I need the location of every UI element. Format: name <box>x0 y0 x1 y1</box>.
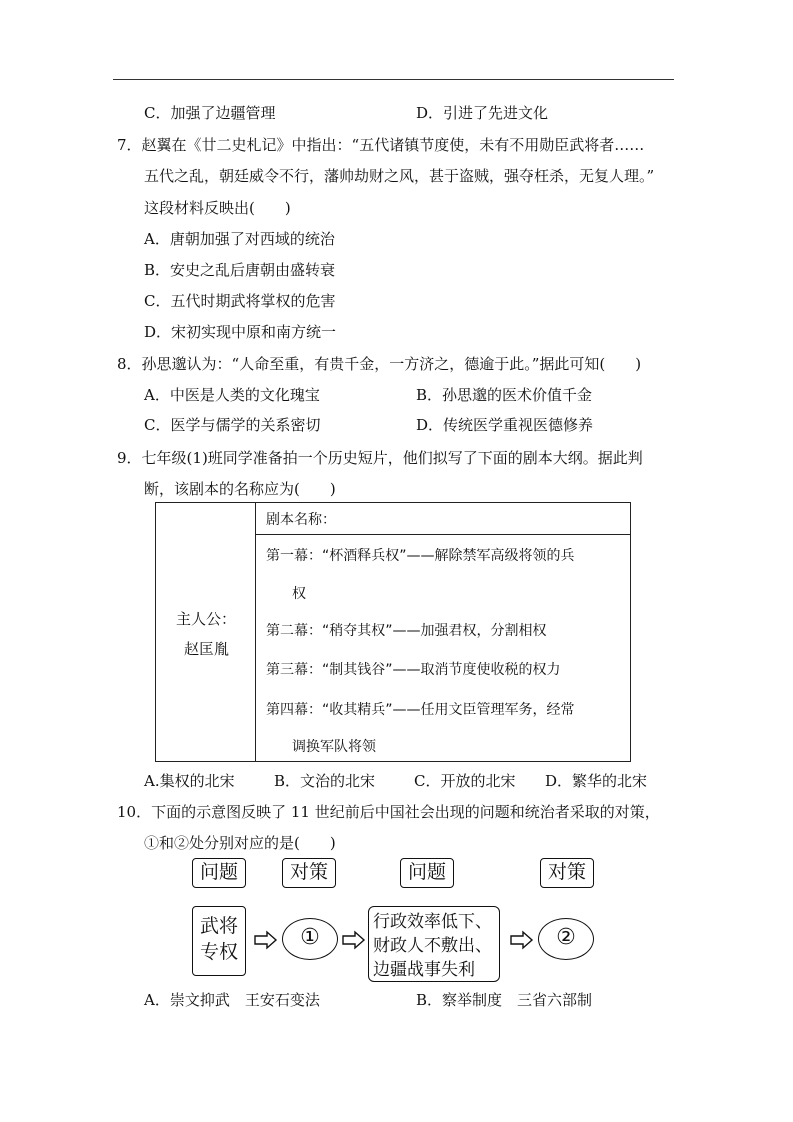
act3: 第三幕：“制其钱谷”——取消节度使收税的权力 <box>266 662 561 678</box>
q8-option-c[interactable]: C．医学与儒学的关系密切 <box>144 416 321 434</box>
header-policy-1: 对策 <box>282 858 336 888</box>
q10-option-b[interactable]: B．察举制度 三省六部制 <box>416 991 593 1009</box>
q6-option-c[interactable]: C．加强了边疆管理 <box>144 104 276 122</box>
arrow-right-icon <box>342 930 366 950</box>
problem-2-line3: 边疆战事失利 <box>373 960 475 980</box>
script-outline-table <box>155 502 631 762</box>
arrow-right-icon <box>510 930 534 950</box>
problem-2-line1: 行政效率低下、 <box>373 912 492 932</box>
script-title-label: 剧本名称： <box>266 512 336 528</box>
header-problem-1: 问题 <box>192 858 246 888</box>
q9-option-a[interactable]: A.集权的北宋 <box>144 772 235 790</box>
arrow-right-icon <box>254 930 278 950</box>
q7-stem-line2: 五代之乱，朝廷威令不行，藩帅劫财之风，甚于盗贼，强夺枉杀，无复人理。” <box>144 167 655 185</box>
act4-line1: 第四幕：“收其精兵”——任用文臣管理军务，经常 <box>266 702 575 718</box>
problem-2-box <box>368 906 500 982</box>
table-column-divider <box>255 503 256 761</box>
q6-option-d[interactable]: D．引进了先进文化 <box>416 104 549 122</box>
table-row-divider <box>255 534 631 535</box>
q8-option-d[interactable]: D．传统医学重视医德修养 <box>416 416 594 434</box>
q10-stem-line1: 10．下面的示意图反映了 11 世纪前后中国社会出现的问题和统治者采取的对策， <box>117 803 660 821</box>
problem-2-line2: 财政人不敷出、 <box>373 936 492 956</box>
q7-stem-line3: 这段材料反映出( ) <box>144 199 291 217</box>
protagonist-name: 赵匡胤 <box>184 640 230 658</box>
q8-stem: 8．孙思邈认为：“人命至重，有贵千金，一方济之，德逾于此。”据此可知( ) <box>117 355 642 373</box>
problem-1-box <box>192 906 246 976</box>
act1-line1: 第一幕：“杯酒释兵权”——解除禁军高级将领的兵 <box>266 548 575 564</box>
protagonist-label: 主人公： <box>176 610 237 628</box>
q8-option-b[interactable]: B．孙思邈的医术价值千金 <box>416 386 593 404</box>
header-problem-2: 问题 <box>400 858 454 888</box>
q10-stem-line2: ①和②处分别对应的是( ) <box>144 834 336 852</box>
q9-stem-line1: 9．七年级(1)班同学准备拍一个历史短片，他们拟写了下面的剧本大纲。据此判 <box>117 449 643 467</box>
problem-1-line1: 武将 <box>199 915 238 937</box>
q9-option-d[interactable]: D．繁华的北宋 <box>545 772 648 790</box>
q8-option-a[interactable]: A．中医是人类的文化瑰宝 <box>144 386 320 404</box>
q10-option-a[interactable]: A．崇文抑武 王安石变法 <box>144 991 320 1009</box>
blank-2-oval: ② <box>538 918 594 960</box>
q7-stem-line1: 7．赵翼在《廿二史札记》中指出：“五代诸镇节度使，未有不用勋臣武将者…… <box>117 136 645 154</box>
q9-option-c[interactable]: C．开放的北宋 <box>414 772 516 790</box>
act2: 第二幕：“稍夺其权”——加强君权，分割相权 <box>266 623 547 639</box>
problem-1-line2: 专权 <box>199 941 238 963</box>
act4-line2: 调换军队将领 <box>292 739 376 755</box>
blank-1-oval: ① <box>282 918 338 960</box>
q7-option-b[interactable]: B．安史之乱后唐朝由盛转衰 <box>144 261 336 279</box>
q9-option-b[interactable]: B．文治的北宋 <box>274 772 376 790</box>
header-policy-2: 对策 <box>540 858 594 888</box>
q7-option-d[interactable]: D．宋初实现中原和南方统一 <box>144 323 337 341</box>
act1-line2: 权 <box>292 586 306 602</box>
q7-option-c[interactable]: C．五代时期武将掌权的危害 <box>144 292 336 310</box>
q7-option-a[interactable]: A．唐朝加强了对西域的统治 <box>144 230 335 248</box>
q9-stem-line2: 断，该剧本的名称应为( ) <box>144 480 336 498</box>
top-rule <box>113 79 674 80</box>
